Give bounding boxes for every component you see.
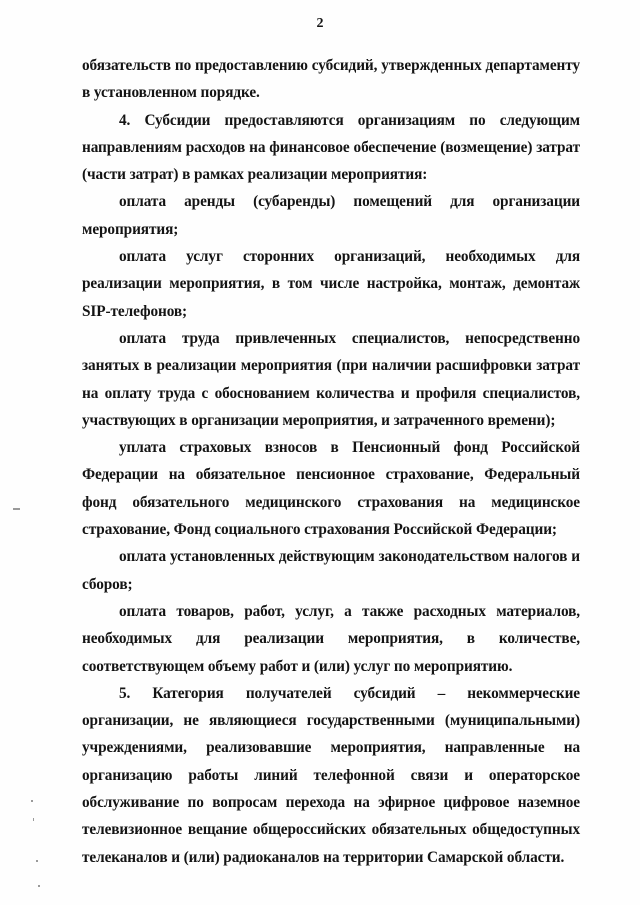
scan-artifact-dot — [31, 800, 33, 802]
paragraph-third-party-services: оплата услуг сторонних организаций, необходимых для реализации мероприятия, в том числе настройка, монтаж, демонтаж SIP-телефонов; — [82, 248, 580, 320]
scan-artifact-dot — [33, 818, 34, 821]
paragraph-goods-payment: оплата товаров, работ, услуг, а также расходных материалов, необходимых для реализации мероприятия, в количестве, соответствующем объему работ и (или) услуг по мероприятию. — [82, 602, 580, 675]
scan-artifact-dot — [36, 860, 38, 862]
document-body — [82, 52, 580, 871]
paragraph-insurance-contributions: уплата страховых взносов в Пенсионный фонд Российской Федерации на обязательное пенсионное страхование, Федеральный фонд обязательного медицинского страхования на медицинское страхование, Фонд социального страхования Российской Федерации; — [82, 439, 580, 539]
page-number: 2 — [316, 16, 324, 31]
scan-artifact-dash — [13, 508, 20, 510]
paragraph-taxes: оплата установленных действующим законодательством налогов и сборов; — [82, 548, 580, 593]
paragraph-specialists-payment: оплата труда привлеченных специалистов, непосредственно занятых в реализации мероприятия (при наличии расшифровки затрат на оплату труда с обоснованием количества и профиля специалистов, участвующих в организации мероприятия, и затраченного времени); — [82, 329, 580, 429]
paragraph-rent-payment: оплата аренды (субаренды) помещений для организации мероприятия; — [82, 193, 580, 238]
paragraph-item-4: 4. Субсидии предоставляются организациям по следующим направлениям расходов на финансовое обеспечение (возмещение) затрат (части затрат) в рамках реализации мероприятия: — [82, 111, 580, 184]
paragraph-item-5: 5. Категория получателей субсидий – некоммерческие организации, не являющиеся государственными (муниципальными) учреждениями, реализовавшие мероприятия, направленные на организацию работы линий телефонной связи и операторское обслуживание по вопросам перехода на эфирное цифровое наземное телевизионное вещание общероссийских обязательных общедоступных телеканалов и (или) радиоканалов на территории Самарской области. — [82, 684, 580, 866]
scan-artifact-dot — [38, 885, 40, 887]
paragraph-continuation: обязательств по предоставлению субсидий, утвержденных департаменту в установленном порядке. — [82, 57, 580, 102]
